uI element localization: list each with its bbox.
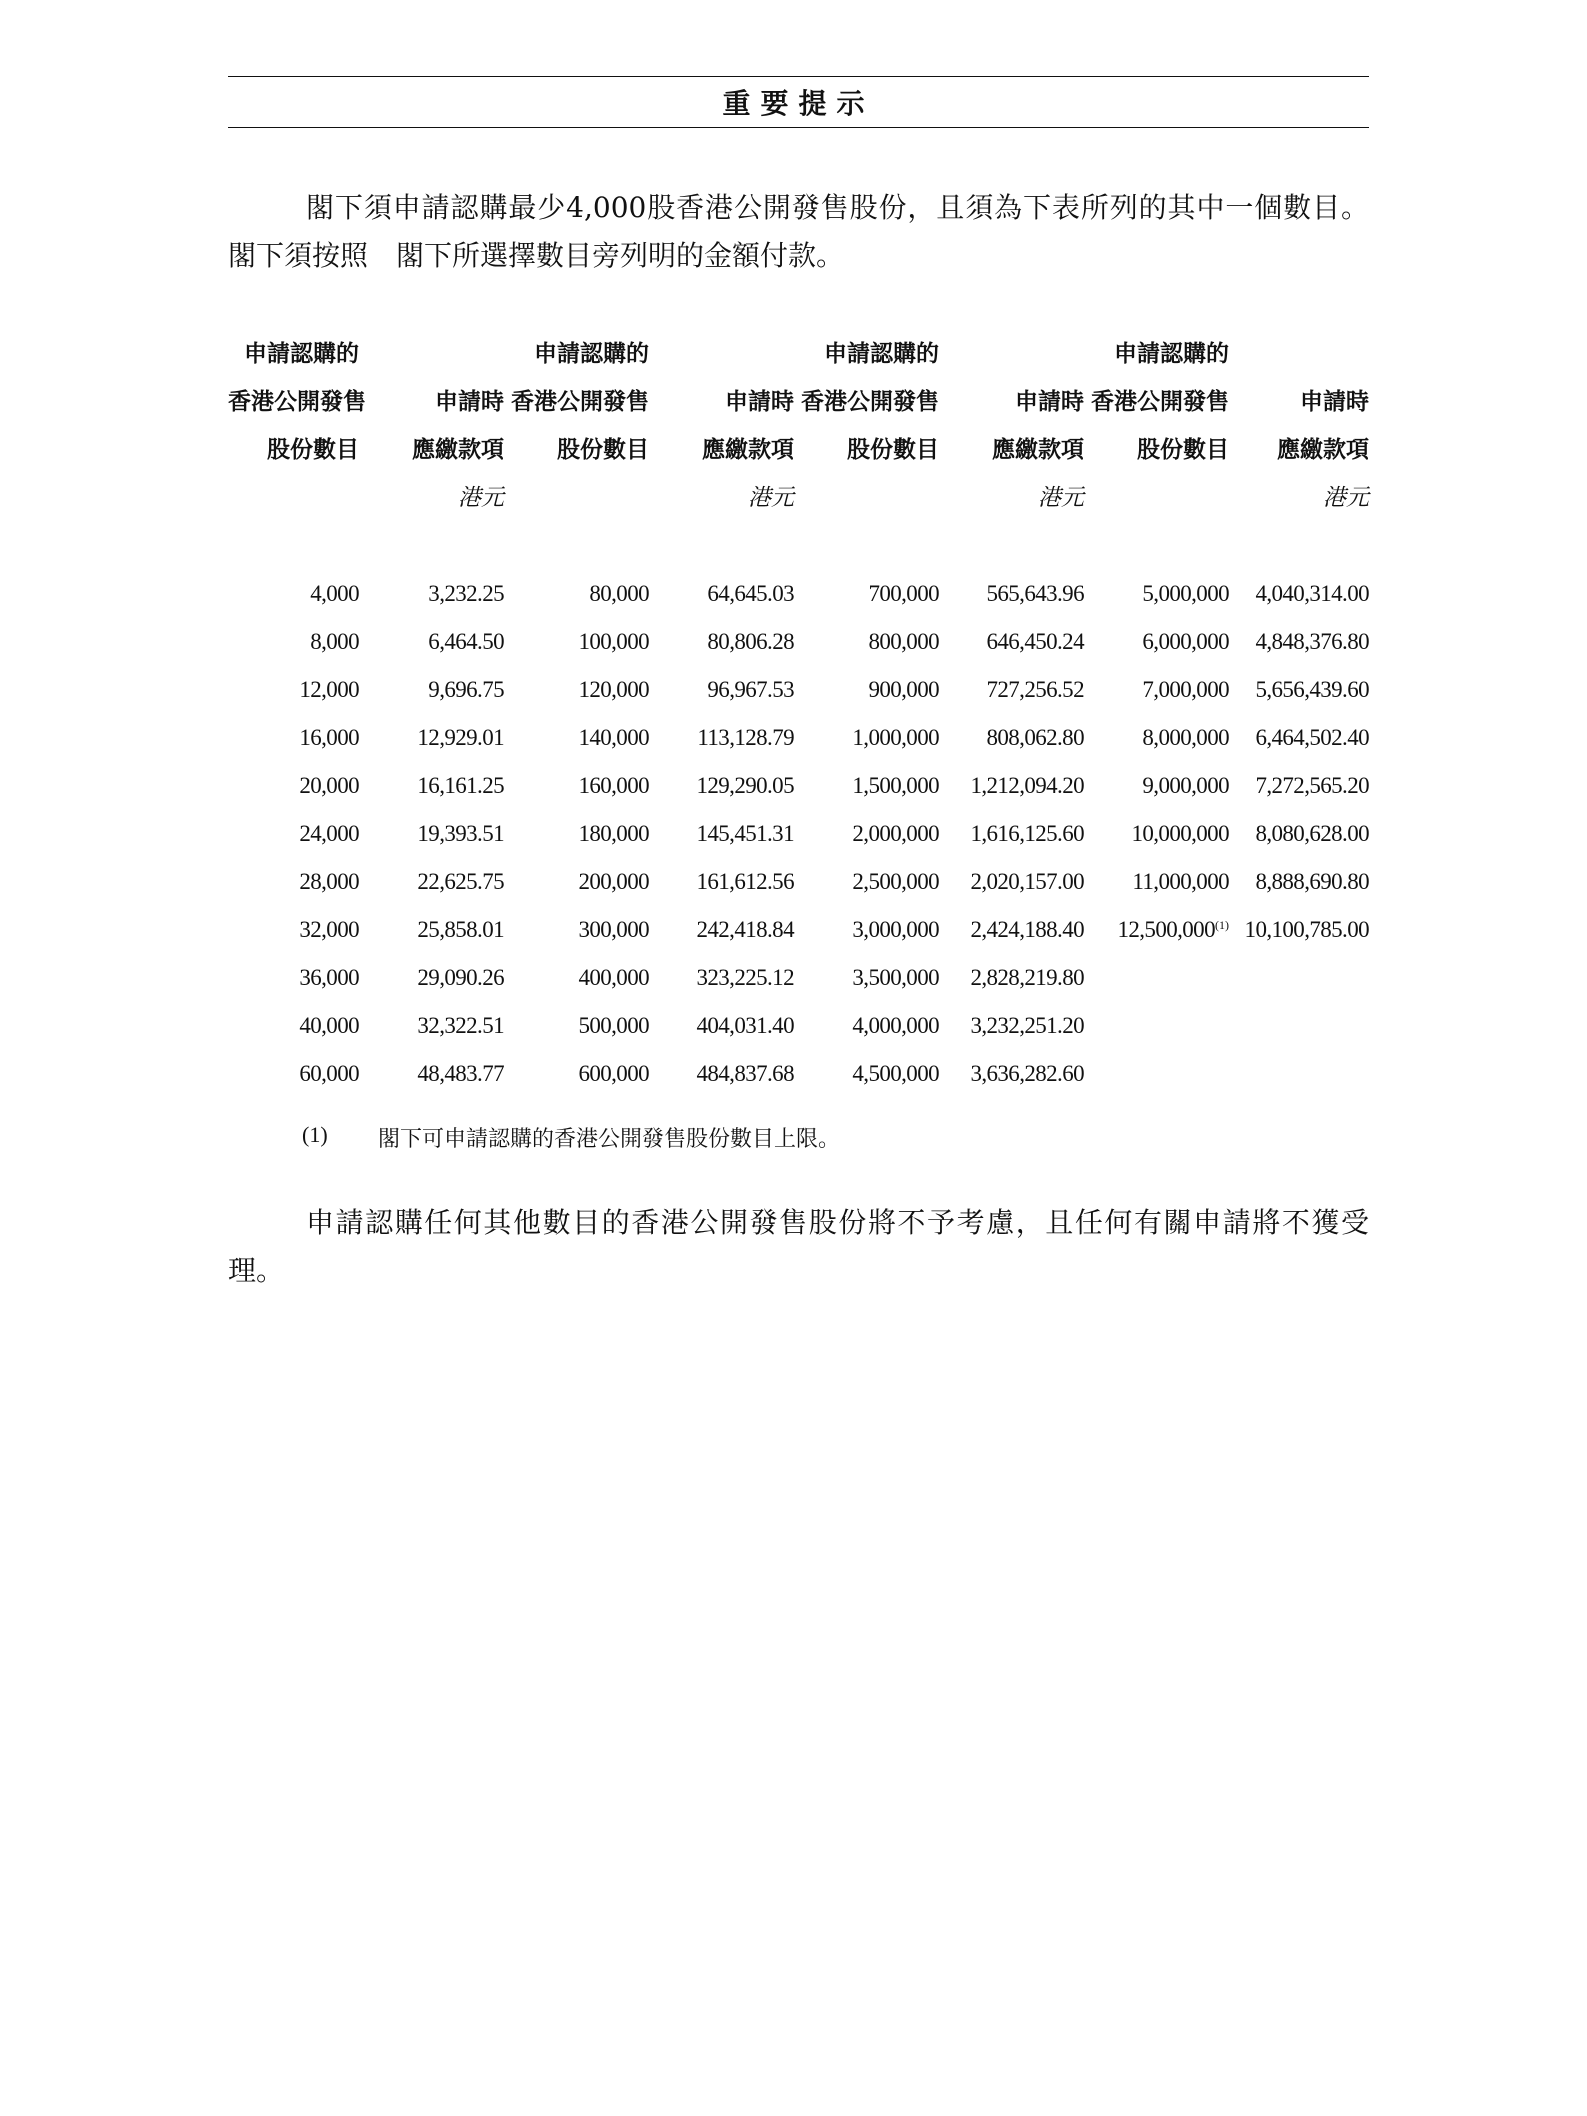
cell-value: 2,424,188.40	[970, 917, 1084, 942]
table-cell	[504, 906, 649, 954]
table-cell	[359, 570, 504, 618]
cell-value: 7,272,565.20	[1255, 773, 1369, 798]
intro-paragraph: 閣下須申請認購最少4,000股香港公開發售股份，且須為下表所列的其中一個數目。 閣下須按照 閣下所選擇數目旁列明的金額付款。	[228, 191, 1369, 272]
table-cell	[228, 858, 359, 906]
cell-value: 24,000	[299, 821, 359, 846]
cell-value: 28,000	[299, 869, 359, 894]
cell-value: 120,000	[578, 677, 649, 702]
table-cell	[228, 810, 359, 858]
table-cell	[228, 1050, 359, 1098]
cell-value: 5,656,439.60	[1255, 677, 1369, 702]
column-header-line: 應繳款項	[412, 437, 504, 463]
table-cell	[794, 570, 939, 618]
table-cell	[504, 1050, 649, 1098]
cell-value: 1,500,000	[852, 773, 939, 798]
cell-value: 4,040,314.00	[1255, 581, 1369, 606]
cell-value: 19,393.51	[417, 821, 504, 846]
table-cell	[794, 618, 939, 666]
cell-value: 3,500,000	[852, 965, 939, 990]
cell-value: 11,000,000	[1132, 869, 1229, 894]
table-cell	[228, 714, 359, 762]
cell-value: 8,000,000	[1142, 725, 1229, 750]
table-cell	[359, 954, 504, 1002]
table-cell	[228, 954, 359, 1002]
document-page	[228, 76, 1369, 1295]
table-cell	[1229, 570, 1369, 618]
table-cell	[359, 858, 504, 906]
table-cell	[504, 810, 649, 858]
cell-value: 9,000,000	[1142, 773, 1229, 798]
cell-value: 600,000	[578, 1061, 649, 1086]
table-cell	[649, 1050, 794, 1098]
table-cell	[649, 570, 794, 618]
cell-value: 4,000,000	[852, 1013, 939, 1038]
cell-value: 300,000	[578, 917, 649, 942]
cell-value: 25,858.01	[417, 917, 504, 942]
cell-value: 8,888,690.80	[1255, 869, 1369, 894]
column-header-line	[939, 330, 1084, 378]
table-cell	[794, 858, 939, 906]
cell-value: 60,000	[299, 1061, 359, 1086]
table-cell	[649, 858, 794, 906]
cell-value: 1,000,000	[852, 725, 939, 750]
footnote-marker: (1)	[1215, 918, 1229, 932]
cell-value: 64,645.03	[707, 581, 794, 606]
table-cell	[794, 714, 939, 762]
table-cell	[1084, 858, 1229, 906]
cell-value: 40,000	[299, 1013, 359, 1038]
footnote-number: (1)	[302, 1122, 328, 1147]
column-header-line: 香港公開發售	[511, 389, 649, 415]
table-cell	[649, 810, 794, 858]
cell-value: 323,225.12	[696, 965, 794, 990]
table-cell	[649, 666, 794, 714]
table-header-row	[228, 330, 1369, 522]
column-unit: 港元	[458, 485, 504, 511]
column-header-line: 股份數目	[267, 437, 359, 463]
cell-value: 7,000,000	[1142, 677, 1229, 702]
table-cell	[939, 810, 1084, 858]
table-cell	[794, 666, 939, 714]
table-cell	[504, 666, 649, 714]
cell-value: 8,000	[310, 629, 359, 654]
cell-value: 4,000	[310, 581, 359, 606]
table-cell	[1084, 954, 1229, 1002]
column-header-line	[359, 330, 504, 378]
cell-value: 8,080,628.00	[1255, 821, 1369, 846]
table-cell	[649, 618, 794, 666]
column-header	[504, 330, 649, 522]
cell-value: 48,483.77	[417, 1061, 504, 1086]
table-cell	[228, 762, 359, 810]
table-cell	[939, 1002, 1084, 1050]
cell-value: 22,625.75	[417, 869, 504, 894]
cell-value: 12,500,000	[1117, 917, 1215, 942]
table-cell	[939, 762, 1084, 810]
column-header	[1084, 330, 1229, 522]
table-row	[228, 618, 1369, 666]
column-header-line	[649, 330, 794, 378]
table-cell	[939, 1050, 1084, 1098]
cell-value: 29,090.26	[417, 965, 504, 990]
table-cell	[1084, 714, 1229, 762]
table-cell	[794, 1050, 939, 1098]
table-cell	[359, 906, 504, 954]
cell-value: 80,806.28	[707, 629, 794, 654]
table-cell	[649, 954, 794, 1002]
column-header-line: 申請時	[435, 389, 504, 415]
cell-value: 140,000	[578, 725, 649, 750]
table-cell	[359, 1050, 504, 1098]
cell-value: 9,696.75	[428, 677, 504, 702]
table-cell	[1229, 858, 1369, 906]
table-cell	[1084, 762, 1229, 810]
cell-value: 16,161.25	[417, 773, 504, 798]
table-cell	[504, 858, 649, 906]
table-cell	[1084, 1050, 1229, 1098]
column-header-line: 申請認購的	[1114, 341, 1229, 367]
cell-value: 10,100,785.00	[1244, 917, 1369, 942]
column-header-line: 股份數目	[1137, 437, 1229, 463]
column-header	[228, 330, 366, 522]
table-cell	[1229, 762, 1369, 810]
table-cell	[939, 570, 1084, 618]
table-row	[228, 1050, 1369, 1098]
cell-value: 10,000,000	[1131, 821, 1229, 846]
table-cell	[794, 954, 939, 1002]
table-cell	[504, 714, 649, 762]
column-header-line: 股份數目	[557, 437, 649, 463]
cell-value: 16,000	[299, 725, 359, 750]
title-block	[228, 76, 1369, 128]
cell-value: 100,000	[578, 629, 649, 654]
footnote-text: 閣下可申請認購的香港公開發售股份數目上限。	[378, 1127, 841, 1152]
column-header-line: 申請認購的	[244, 341, 359, 367]
table-cell	[504, 762, 649, 810]
cell-value: 36,000	[299, 965, 359, 990]
footnote	[228, 1122, 1369, 1153]
table-row	[228, 714, 1369, 762]
table-row	[228, 666, 1369, 714]
table-cell	[228, 1002, 359, 1050]
page-title: 重要提示	[722, 87, 875, 120]
table-cell	[359, 1002, 504, 1050]
table-row	[228, 810, 1369, 858]
cell-value: 6,000,000	[1142, 629, 1229, 654]
cell-value: 4,500,000	[852, 1061, 939, 1086]
table-cell	[359, 762, 504, 810]
table-cell	[504, 954, 649, 1002]
cell-value: 646,450.24	[986, 629, 1084, 654]
cell-value: 3,636,282.60	[970, 1061, 1084, 1086]
cell-value: 129,290.05	[696, 773, 794, 798]
closing-paragraph: 申請認購任何其他數目的香港公開發售股份將不予考慮，且任何有關申請將不獲受理。	[228, 1206, 1369, 1287]
cell-value: 6,464.50	[428, 629, 504, 654]
table-cell	[504, 1002, 649, 1050]
table-cell	[1229, 714, 1369, 762]
table-cell	[1084, 810, 1229, 858]
column-header-line: 香港公開發售	[801, 389, 939, 415]
cell-value: 808,062.80	[986, 725, 1084, 750]
cell-value: 400,000	[578, 965, 649, 990]
table-spacer-row	[228, 522, 1369, 570]
application-amount-table	[228, 330, 1369, 1098]
cell-value: 80,000	[589, 581, 649, 606]
cell-value: 2,828,219.80	[970, 965, 1084, 990]
cell-value: 2,500,000	[852, 869, 939, 894]
table-cell	[649, 714, 794, 762]
table-cell	[1229, 906, 1369, 954]
table-cell	[504, 570, 649, 618]
table-cell	[228, 570, 359, 618]
table-row	[228, 858, 1369, 906]
column-unit: 港元	[1323, 485, 1369, 511]
column-header-line	[1229, 330, 1369, 378]
table-cell	[359, 810, 504, 858]
table-cell	[359, 618, 504, 666]
table-cell	[939, 666, 1084, 714]
table-cell	[1084, 666, 1229, 714]
table-cell	[1084, 618, 1229, 666]
table-cell	[939, 714, 1084, 762]
table-cell	[1084, 570, 1229, 618]
cell-value: 4,848,376.80	[1255, 629, 1369, 654]
table-cell	[649, 762, 794, 810]
table-body	[228, 522, 1369, 1098]
table-row	[228, 1002, 1369, 1050]
table-cell	[939, 906, 1084, 954]
column-header-line: 應繳款項	[702, 437, 794, 463]
table-cell	[794, 762, 939, 810]
column-header	[1229, 330, 1369, 522]
table-cell	[1084, 1002, 1229, 1050]
column-header-line: 申請時	[725, 389, 794, 415]
table-cell	[649, 1002, 794, 1050]
cell-value: 20,000	[299, 773, 359, 798]
cell-value: 6,464,502.40	[1255, 725, 1369, 750]
column-header	[794, 330, 939, 522]
cell-value: 180,000	[578, 821, 649, 846]
cell-value: 32,322.51	[417, 1013, 504, 1038]
cell-value: 5,000,000	[1142, 581, 1229, 606]
cell-value: 242,418.84	[696, 917, 794, 942]
column-header-line: 應繳款項	[1277, 437, 1369, 463]
cell-value: 145,451.31	[696, 821, 794, 846]
cell-value: 404,031.40	[696, 1013, 794, 1038]
cell-value: 900,000	[868, 677, 939, 702]
cell-value: 1,212,094.20	[970, 773, 1084, 798]
cell-value: 3,000,000	[852, 917, 939, 942]
cell-value: 96,967.53	[707, 677, 794, 702]
table-cell	[794, 1002, 939, 1050]
cell-value: 32,000	[299, 917, 359, 942]
cell-value: 2,000,000	[852, 821, 939, 846]
table-cell	[228, 906, 359, 954]
table-row	[228, 954, 1369, 1002]
table-cell	[504, 618, 649, 666]
column-header-line: 申請認購的	[824, 341, 939, 367]
cell-value: 800,000	[868, 629, 939, 654]
cell-value: 1,616,125.60	[970, 821, 1084, 846]
column-header	[649, 330, 794, 522]
cell-value: 500,000	[578, 1013, 649, 1038]
table-row	[228, 906, 1369, 954]
table-cell	[649, 906, 794, 954]
column-header-line: 申請時	[1300, 389, 1369, 415]
column-unit: 港元	[1038, 485, 1084, 511]
table-cell	[1229, 1002, 1369, 1050]
cell-value: 3,232.25	[428, 581, 504, 606]
table-cell	[228, 618, 359, 666]
table-cell	[1229, 666, 1369, 714]
table-cell	[1084, 906, 1229, 954]
column-header	[939, 330, 1084, 522]
cell-value: 2,020,157.00	[970, 869, 1084, 894]
cell-value: 200,000	[578, 869, 649, 894]
table-cell	[1229, 618, 1369, 666]
cell-value: 12,000	[299, 677, 359, 702]
table-cell	[794, 906, 939, 954]
column-unit: 港元	[748, 485, 794, 511]
column-header-line: 申請認購的	[534, 341, 649, 367]
column-header-line: 申請時	[1015, 389, 1084, 415]
column-header-line: 香港公開發售	[228, 389, 366, 415]
cell-value: 3,232,251.20	[970, 1013, 1084, 1038]
table-cell	[359, 714, 504, 762]
table-row	[228, 570, 1369, 618]
table-cell	[1229, 954, 1369, 1002]
table-cell	[1229, 1050, 1369, 1098]
table-cell	[359, 666, 504, 714]
table-cell	[1229, 810, 1369, 858]
column-header-line: 應繳款項	[992, 437, 1084, 463]
cell-value: 727,256.52	[986, 677, 1084, 702]
table-cell	[939, 618, 1084, 666]
table-cell	[228, 666, 359, 714]
table-cell	[939, 954, 1084, 1002]
cell-value: 565,643.96	[986, 581, 1084, 606]
table-cell	[939, 858, 1084, 906]
table-row	[228, 762, 1369, 810]
cell-value: 160,000	[578, 773, 649, 798]
table-cell	[794, 810, 939, 858]
cell-value: 113,128.79	[697, 725, 794, 750]
cell-value: 12,929.01	[417, 725, 504, 750]
cell-value: 484,837.68	[696, 1061, 794, 1086]
column-header-line: 香港公開發售	[1091, 389, 1229, 415]
cell-value: 700,000	[868, 581, 939, 606]
cell-value: 161,612.56	[696, 869, 794, 894]
column-header	[359, 330, 504, 522]
column-header-line: 股份數目	[847, 437, 939, 463]
